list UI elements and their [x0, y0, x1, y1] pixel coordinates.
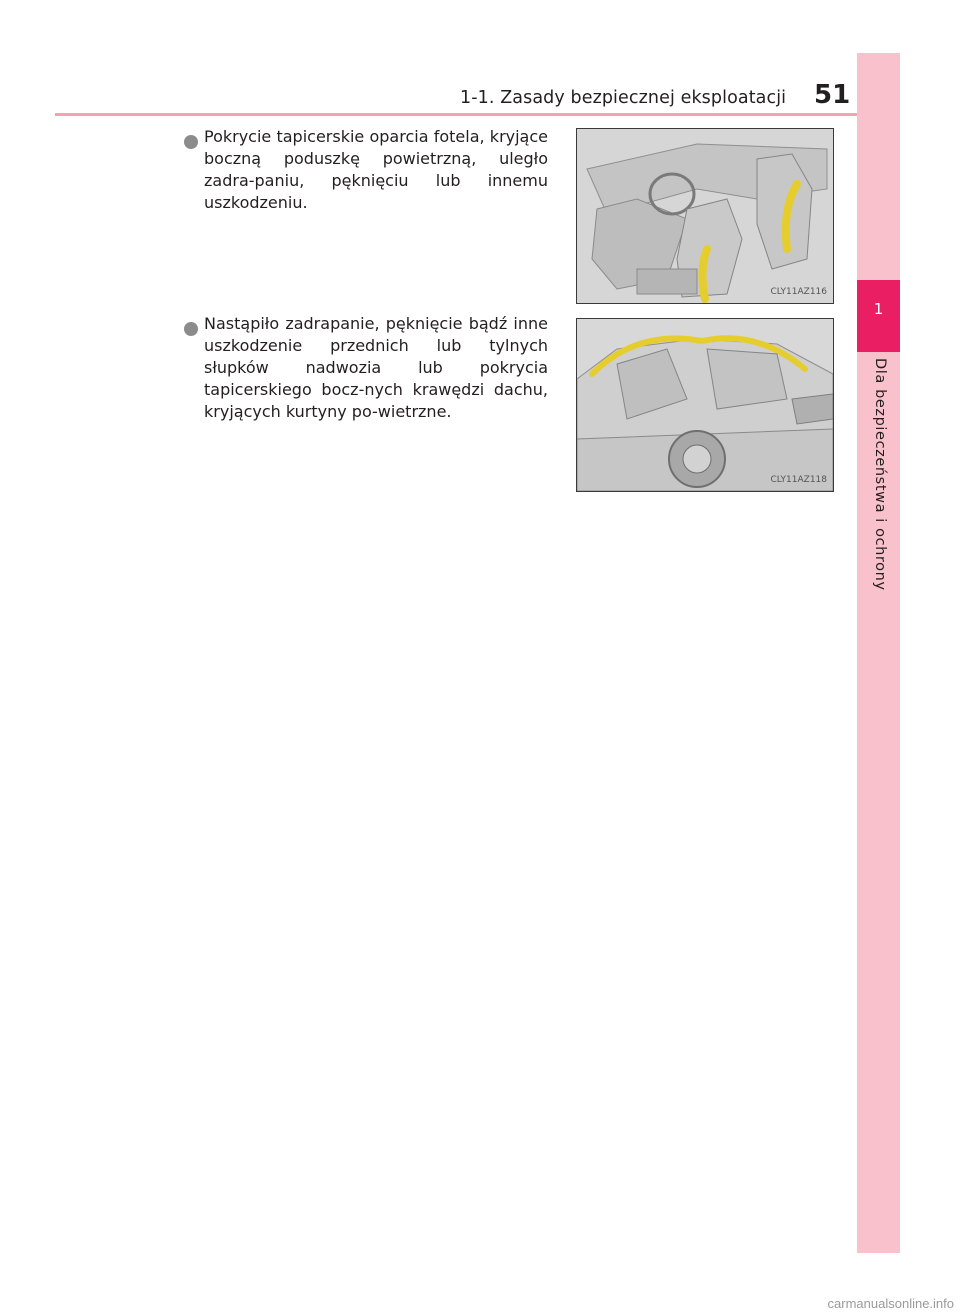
car-side-illustration — [577, 319, 833, 491]
page-number: 51 — [814, 80, 851, 110]
car-interior-illustration — [577, 129, 833, 303]
section-title: 1-1. Zasady bezpiecznej eksploatacji — [460, 88, 787, 108]
header-rule — [55, 113, 900, 116]
figure-curtain-airbag — [576, 318, 834, 492]
bullet-icon — [184, 135, 198, 149]
chapter-title: Dla bezpieczeństwa i ochrony — [872, 358, 888, 591]
side-strip — [857, 53, 900, 1253]
footer-watermark: carmanualsonline.info — [827, 1296, 954, 1311]
list-item-text: Pokrycie tapicerskie oparcia fotela, kryjące boczną poduszkę powietrzną, uległo zadra-paniu, pęknięciu lub innemu uszkodzeniu. — [204, 127, 548, 212]
figure-seat-airbag — [576, 128, 834, 304]
figure-code: CLY11AZ116 — [770, 287, 827, 297]
chapter-number: 1 — [873, 300, 884, 318]
figure-code: CLY11AZ118 — [770, 475, 827, 485]
bullet-icon — [184, 322, 198, 336]
list-item-text: Nastąpiło zadrapanie, pęknięcie bądź inne uszkodzenie przednich lub tylnych słupków nadwozia lub pokrycia tapicerskiego bocz-nych krawędzi dachu, kryjących kurtyny po-wietrzne. — [204, 314, 548, 421]
